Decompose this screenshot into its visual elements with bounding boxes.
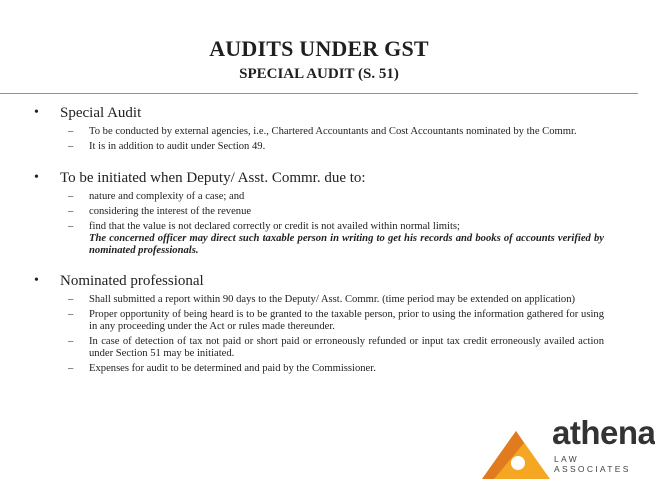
list-item: – In case of detection of tax not paid or short paid or erroneously refunded or input tax credit erroneously availed action under Section 51 may be initiated. bbox=[68, 336, 604, 359]
divider-rule bbox=[0, 93, 638, 94]
dash-icon: – bbox=[68, 206, 74, 217]
sub-list bbox=[64, 294, 604, 375]
sub-list bbox=[64, 191, 604, 257]
logo-wordmark: athena bbox=[552, 414, 655, 451]
section-heading: Nominated professional bbox=[60, 273, 204, 289]
list-item: – nature and complexity of a case; and bbox=[68, 191, 245, 202]
list-item: – To be conducted by external agencies, i.e., Chartered Accountants and Cost Accountants nominated by the Commr. bbox=[68, 126, 577, 137]
bullet-dot-icon: • bbox=[34, 273, 39, 288]
section-initiation bbox=[34, 169, 604, 257]
dash-icon: – bbox=[68, 126, 74, 137]
list-item: – Proper opportunity of being heard is to be granted to the taxable person, prior to using the information gathered for using in any proceeding under the Act or rules made thereunder. bbox=[68, 309, 604, 332]
section-heading: To be initiated when Deputy/ Asst. Commr. due to: bbox=[60, 170, 366, 186]
dash-icon: – bbox=[68, 294, 74, 305]
list-item: – Expenses for audit to be determined and paid by the Commissioner. bbox=[68, 363, 376, 374]
section-nominated-professional bbox=[34, 272, 604, 375]
bullet-dot-icon: • bbox=[34, 170, 39, 185]
bullet-dot-icon: • bbox=[34, 105, 39, 120]
dash-icon: – bbox=[68, 363, 74, 374]
dash-icon: – bbox=[68, 221, 74, 232]
sub-list bbox=[64, 126, 604, 153]
logo-circle bbox=[511, 456, 525, 470]
list-item: – Shall submitted a report within 90 days to the Deputy/ Asst. Commr. (time period may be extended on application) bbox=[68, 294, 576, 305]
section-special-audit bbox=[34, 104, 604, 153]
list-item: – It is in addition to audit under Section 49. bbox=[68, 141, 266, 152]
section-heading: Special Audit bbox=[60, 105, 142, 121]
slide-subtitle: SPECIAL AUDIT (S. 51) bbox=[239, 66, 399, 82]
bullet-heading bbox=[34, 169, 604, 187]
slide-title: AUDITS UNDER GST bbox=[209, 36, 429, 61]
dash-icon: – bbox=[68, 141, 74, 152]
dash-icon: – bbox=[68, 336, 74, 347]
dash-icon: – bbox=[68, 309, 74, 320]
bullet-heading bbox=[34, 104, 604, 122]
slide-content bbox=[34, 104, 604, 378]
logo-tagline: LAW ASSOCIATES bbox=[554, 454, 631, 474]
emphasis-note: The concerned officer may direct such taxable person in writing to get his records and books of accounts verified by nominated professionals. bbox=[89, 233, 604, 256]
bullet-heading bbox=[34, 272, 604, 290]
list-item: – find that the value is not declared correctly or credit is not availed within normal limits; bbox=[68, 221, 460, 232]
list-item: – considering the interest of the revenue bbox=[68, 206, 252, 217]
dash-icon: – bbox=[68, 191, 74, 202]
